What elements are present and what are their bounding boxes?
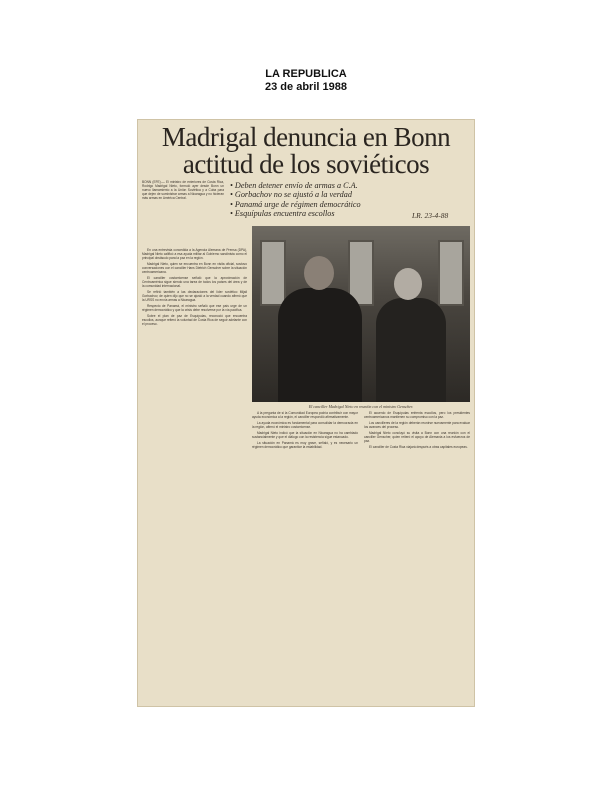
article-paragraph: La situación en Panamá es muy grave, señaló, y es necesario un régimen democrático que garantice la estabilidad. xyxy=(252,441,358,449)
bullet-item: • Gorbachov no se ajustó a la verdad xyxy=(230,190,440,199)
article-column-2 xyxy=(252,411,358,702)
lead-paragraph: BONN (EFE).— El ministro de exteriores de Costa Rica, Rodrigo Madrigal Nieto, formuló ayer desde Bonn un nuevo llamamiento a la Unión Soviética y a Cuba para que dejen de suministrar armas a Nicaragua y no hicieran más armas en América Central. xyxy=(142,180,224,200)
bullet-item: • Esquípulas encuentra escollos xyxy=(230,209,440,218)
article-paragraph: En una entrevista concedida a la Agencia Alemana de Prensa (DPA), Madrigal Nieto calificó a esa ayuda militar al Gobierno sandinista como el principal obstáculo para la paz en la región. xyxy=(142,248,247,260)
newspaper-clipping xyxy=(137,119,475,707)
news-photo xyxy=(252,226,470,402)
article-paragraph: Madrigal Nieto concluyó su visita a Bonn con una reunión con el canciller Genscher, quien reiteró el apoyo de Alemania a los esfuerzos de paz. xyxy=(364,431,470,443)
article-paragraph: El canciller de Costa Rica viajará después a otras capitales europeas. xyxy=(369,445,468,449)
publication-date: 23 de abril 1988 xyxy=(265,81,347,93)
person-right xyxy=(376,298,446,402)
article-paragraph: Madrigal Nieto indicó que la situación en Nicaragua no ha cambiado sustancialmente y que el diálogo con la resistencia sigue estancado. xyxy=(252,431,358,439)
subheadline-bullets xyxy=(230,181,440,219)
bullet-item: • Deben detener envío de armas a C.A. xyxy=(230,181,440,190)
person-left xyxy=(278,288,362,402)
article-paragraph: Los cancilleres de la región deberán reunirse nuevamente para evaluar los avances del proceso. xyxy=(364,421,470,429)
handwritten-date: LR. 23-4-88 xyxy=(412,211,449,220)
article-paragraph: El acuerdo de Esquípulas enfrenta escollos, pero los presidentes centroamericanos mantienen su compromiso con la paz. xyxy=(364,411,470,419)
article-paragraph: Madrigal Nieto, quien se encuentra en Bonn en visita oficial, sostuvo conversaciones con el canciller Hans Dietrich Genscher sobre la situación centroamericana. xyxy=(142,262,247,274)
window-shape xyxy=(260,240,286,306)
window-shape xyxy=(438,240,464,306)
article-paragraph: Se refirió también a las declaraciones del líder soviético Mijail Gorbachov, de quien dijo que no se ajustó a la verdad cuando afirmó que la URSS no envía armas a Nicaragua. xyxy=(142,290,247,302)
article-paragraph: A la pregunta de si la Comunidad Europea podría contribuir con mayor ayuda económica a la región, el canciller respondió afirmativamente. xyxy=(252,411,358,419)
article-column-1 xyxy=(142,248,247,702)
photo-caption: El canciller Madrigal Nieto en reunión con el ministro Genscher. xyxy=(308,404,414,409)
person-right-head xyxy=(394,268,422,300)
article-paragraph: El canciller costarricense señaló que la aproximación de Centroamérica sigue siendo una tarea de todos los países del área y de la comunidad internacional. xyxy=(142,276,247,288)
publication-name: LA REPUBLICA xyxy=(265,68,347,80)
headline-line-2: actitud de los soviéticos xyxy=(182,149,430,179)
person-left-head xyxy=(304,256,334,290)
article-paragraph: La ayuda económica es fundamental para consolidar la democracia en la región, afirmó el ministro costarricense. xyxy=(252,421,358,429)
article-column-3 xyxy=(364,411,470,702)
article-paragraph: Respecto de Panamá, el ministro señaló que ese país urge de un régimen democrático y que la crisis debe resolverse por la vía pacífica. xyxy=(142,304,247,312)
bullet-item: • Panamá urge de régimen democrático xyxy=(230,200,440,209)
headline-line-1: Madrigal denuncia en Bonn xyxy=(161,122,451,152)
article-paragraph: Sobre el plan de paz de Esquípulas, reconoció que encuentra escollos, aunque reiteró la voluntad de Costa Rica de seguir adelante con el proceso. xyxy=(142,314,247,326)
